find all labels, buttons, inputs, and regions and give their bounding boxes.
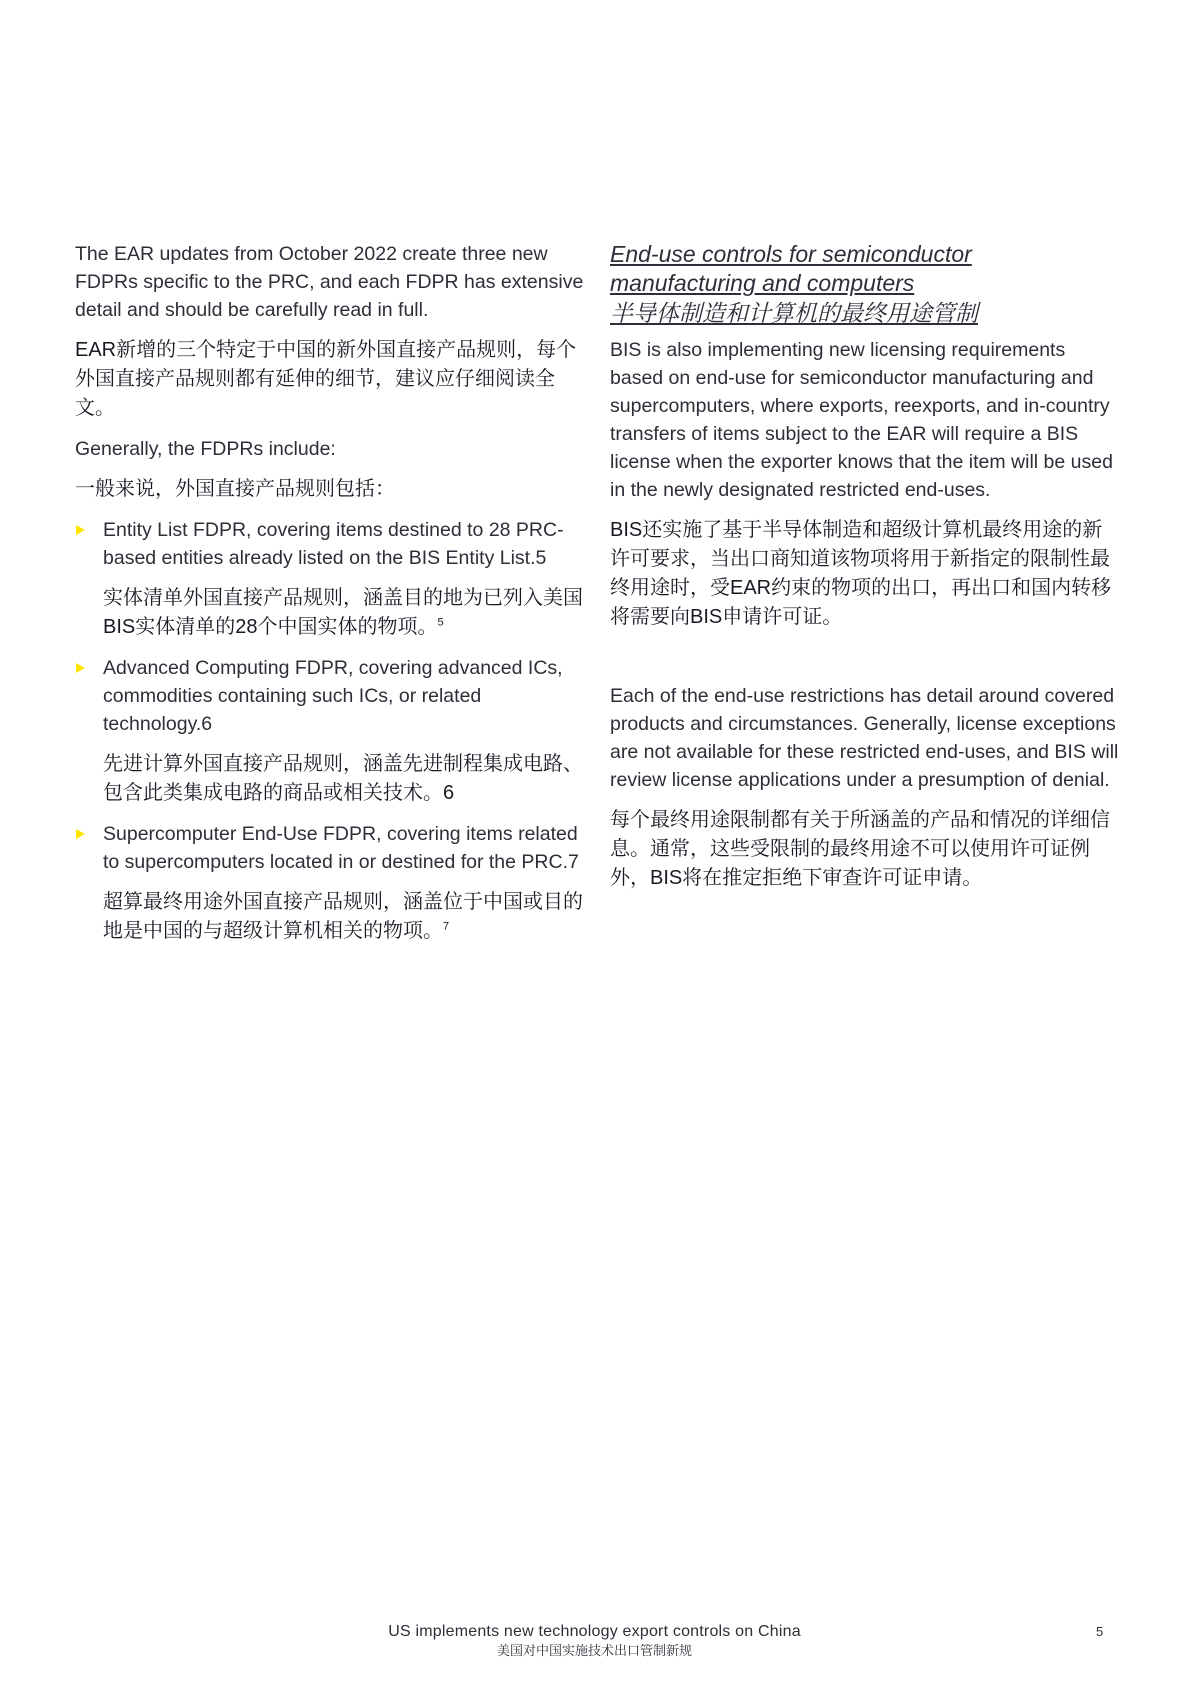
bullet-text-zh [103,584,585,642]
section-heading-zh: 半导体制造和计算机的最终用途管制 [610,300,978,326]
left-column [75,240,585,958]
section-heading [610,240,1120,328]
bullet-text-en: Supercomputer End-Use FDPR, covering items related to supercomputers located in or destined for the PRC.7 [103,823,579,873]
intro-paragraph-en: The EAR updates from October 2022 create three new FDPRs specific to the PRC, and each FDPR has extensive detail and should be carefully read in full. [75,243,584,321]
generally-paragraph-en: Generally, the FDPRs include: [75,438,336,460]
footer-title-en: US implements new technology export controls on China [388,1623,801,1640]
bullet-item-supercomputer [75,820,585,946]
footnote-marker: 7 [443,920,450,933]
bullet-text-zh-body: 超算最终用途外国直接产品规则，涵盖位于中国或目的地是中国的与超级计算机相关的物项。 [103,891,583,942]
page-number: 5 [1096,1624,1104,1639]
bullet-text-zh-body: 先进计算外国直接产品规则，涵盖先进制程集成电路、包含此类集成电路的商品或相关技术。6 [103,753,583,804]
fdpr-bullet-list [75,516,585,946]
restrictions-paragraph-en: Each of the end-use restrictions has detail around covered products and circumstances. Generally, license exceptions are not available for these restricted end-uses, and BIS will review license applications under a presumption of denial. [610,685,1119,791]
intro-paragraph-zh: EAR新增的三个特定于中国的新外国直接产品规则，每个外国直接产品规则都有延伸的细节，建议应仔细阅读全文。 [75,339,577,419]
page-footer [0,1622,1189,1660]
footnote-marker: 5 [437,616,444,629]
bullet-text-en: Advanced Computing FDPR, covering advanced ICs, commodities containing such ICs, or related technology.6 [103,657,563,735]
yellow-triangle-bullet-icon [76,525,85,535]
right-column [610,240,1120,893]
yellow-triangle-bullet-icon [76,663,85,673]
yellow-triangle-bullet-icon [76,829,85,839]
restrictions-paragraph-zh: 每个最终用途限制都有关于所涵盖的产品和情况的详细信息。通常，这些受限制的最终用途不可以使用许可证例外，BIS将在推定拒绝下审查许可证申请。 [610,809,1110,889]
bullet-item-entity-list [75,516,585,642]
generally-paragraph-zh: 一般来说，外国直接产品规则包括： [75,478,395,500]
bullet-text-en: Entity List FDPR, covering items destined to 28 PRC-based entities already listed on the BIS Entity List.5 [103,519,564,569]
end-use-paragraph-en: BIS is also implementing new licensing requirements based on end-use for semiconductor manufacturing and supercomputers, where exports, reexports, and in-country transfers of items subject to the EAR will require a BIS license when the exporter knows that the item will be used in the newly designated restricted end-uses. [610,339,1113,501]
section-heading-en: End-use controls for semiconductor manufacturing and computers [610,241,972,296]
end-use-paragraph-zh: BIS还实施了基于半导体制造和超级计算机最终用途的新许可要求，当出口商知道该物项将用于新指定的限制性最终用途时，受EAR约束的物项的出口，再出口和国内转移将需要向BIS申请许可证。 [610,519,1112,628]
bullet-text-zh [103,888,585,946]
bullet-text-zh-body: 实体清单外国直接产品规则，涵盖目的地为已列入美国BIS实体清单的28个中国实体的物项。 [103,587,583,638]
bullet-text-zh [103,750,585,808]
footer-title-zh: 美国对中国实施技术出口管制新规 [496,1643,692,1658]
bullet-item-advanced-computing [75,654,585,808]
